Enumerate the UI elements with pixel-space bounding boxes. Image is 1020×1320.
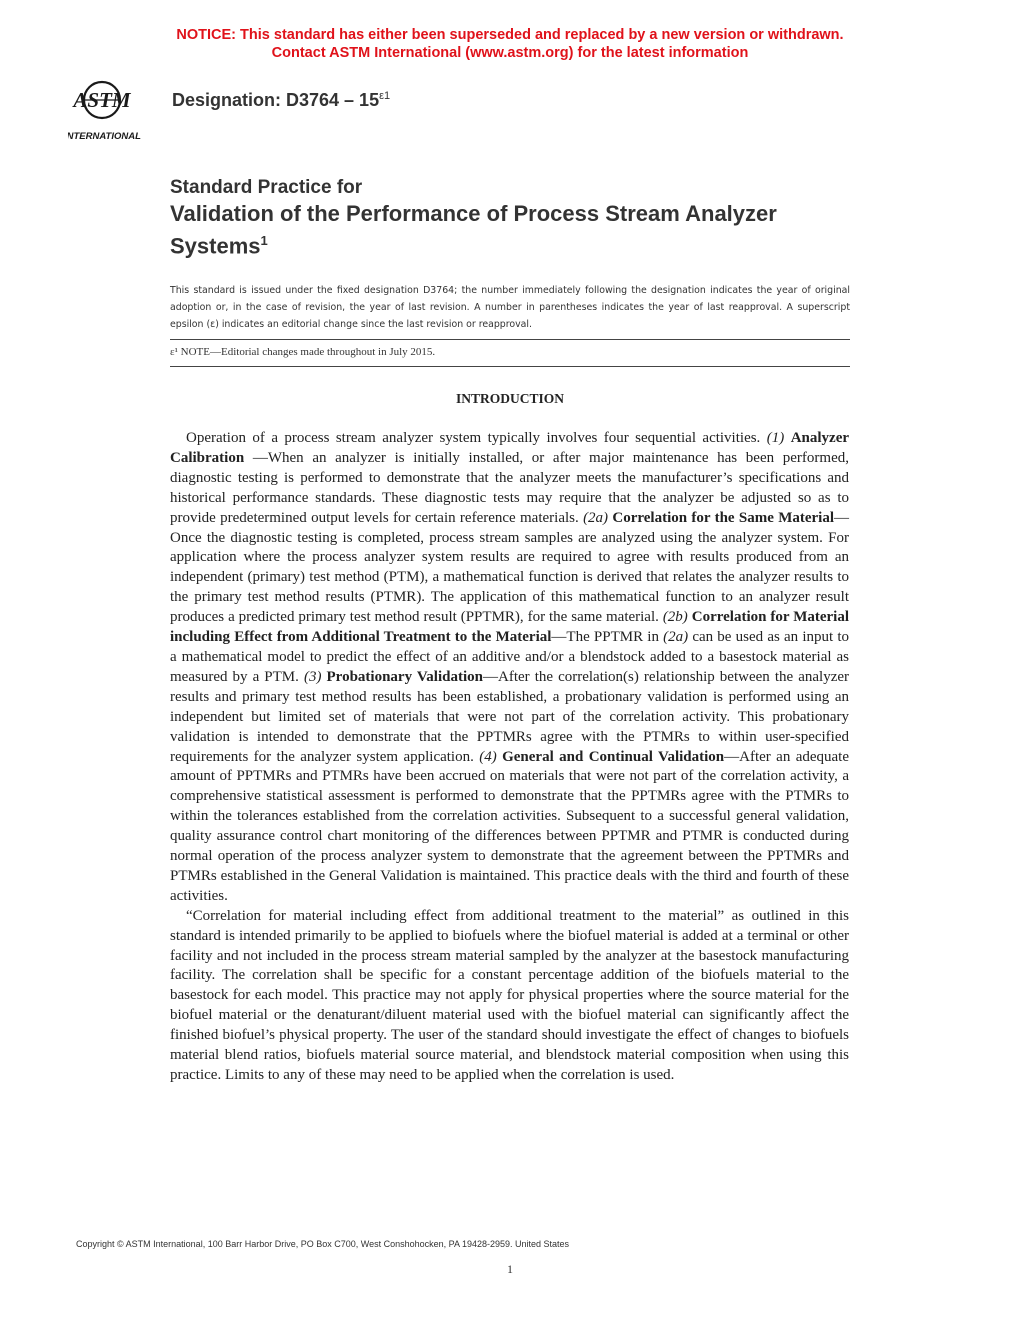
- step-marker: (2a): [663, 629, 689, 646]
- bold-term: Probationary Validation: [326, 668, 483, 685]
- notice-line-2: Contact ASTM International (www.astm.org) for the latest information: [271, 45, 749, 61]
- notice-line-1: NOTICE: This standard has either been superseded and replaced by a new version or withdrawn.: [176, 27, 844, 43]
- introduction-paragraph-1: [170, 429, 849, 907]
- issuance-statement: This standard is issued under the fixed designation D3764; the number immediately following the designation indicates the year of original adoption or, in the case of revision, the year of last revision. A number in parentheses indicates the year of last reapproval. A superscript epsilon (ε) indicates an editorial change since the last revision or reapproval.: [170, 285, 850, 330]
- designation-label: Designation: D3764 – 15: [172, 90, 380, 110]
- text-segment: —After the correlation(s) relationship between the analyzer results and primary test method results has been established, a probationary validation is performed using an independent but limited set of materials that were not part of the correlation activity. This probationary validation is intended to demonstrate that the PPTMRs agree with the PTMRs to within user-specified requirements for the analyzer system application.: [170, 668, 850, 765]
- bold-term: Analyzer Calibration: [170, 430, 850, 466]
- step-marker: (3): [303, 668, 322, 685]
- divider-top: [170, 339, 850, 340]
- step-marker: (2b): [662, 609, 688, 626]
- designation-epsilon: ε1: [379, 90, 391, 102]
- text-segment: —When an analyzer is initially installed, or after major maintenance has been performed, diagnostic testing is performed to demonstrate that the analyzer meets the manufacturer’s specifications and historical performance standards. These diagnostic tests may require that the analyzer be adjusted so as to provide predetermined output levels for certain reference materials.: [170, 449, 849, 526]
- text-segment: —Once the diagnostic testing is completed, process stream samples are analyzed using the analyzer system. For application where the process analyzer system results are required to agree with results produced from an independent (primary) test method (PTM), a mathematical function is derived that relates the analyzer results to the primary test method results (PTMR). The application of this mathematical function to an analyzer result produces a predicted primary test method result (PPTMR), for the same material.: [170, 509, 850, 626]
- logo-sub: INTERNATIONAL: [68, 131, 141, 142]
- introduction-body: [170, 429, 849, 1086]
- page-number: 1: [507, 1262, 513, 1276]
- logo-mark: ASTM: [73, 88, 131, 112]
- text-segment: —After an adequate amount of PPTMRs and PTMRs have been accrued on materials that were not part of the correlation activity, a comprehensive statistical assessment is performed to demonstrate that the PPTMRs agree with the PTMRs to within the tolerances established from the correlation activities. Subsequent to a successful general validation, quality assurance control chart monitoring of the differences between PPTMR and PTMR is conducted during normal operation of the process analyzer system to demonstrate that the agreement between the PPTMRs and PTMRs established in the General Validation is maintained. This practice deals with the third and fourth of these activities.: [170, 748, 849, 904]
- step-marker: (2a): [583, 509, 609, 526]
- editorial-note: [170, 346, 435, 358]
- title-main-text: Validation of the Performance of Process Stream Analyzer Systems: [170, 201, 777, 259]
- astm-logo: [68, 76, 164, 146]
- divider-bottom: [170, 366, 850, 367]
- text-segment: —The PPTMR in: [551, 629, 664, 646]
- bold-term: General and Continual Validation: [502, 748, 725, 765]
- bold-term: Correlation for Material including Effect from Additional Treatment to the Material: [170, 609, 849, 646]
- introduction-heading: INTRODUCTION: [455, 391, 564, 406]
- step-marker: (4): [479, 748, 497, 765]
- text-segment: can be used as an input to a mathematical model to predict the effect of an additive and/or a blendstock added to a basestock material as measured by a PTM.: [170, 629, 849, 685]
- title-main: [170, 200, 850, 259]
- step-marker: (1): [766, 430, 785, 446]
- bold-term: Correlation for the Same Material: [612, 509, 835, 526]
- copyright-footer: Copyright © ASTM International, 100 Barr Harbor Drive, PO Box C700, West Conshohocken, PA 19428-2959. United States: [76, 1239, 570, 1249]
- withdrawal-notice: [0, 26, 1020, 62]
- note-text: NOTE—Editorial changes made throughout in July 2015.: [180, 346, 436, 358]
- document-title: [170, 176, 850, 259]
- designation: [172, 90, 390, 111]
- note-marker: ε¹: [170, 346, 178, 358]
- introduction-paragraph-2: “Correlation for material including effect from additional treatment to the material” as outlined in this standard is intended primarily to be applied to biofuels where the biofuel material is added at a terminal or other facility and not included in the process stream material sampled by the analyzer at the basestock manufacturing facility. The correlation shall be specific for a constant percentage addition of the biofuels material to the basestock for each model. This practice may not apply for physical properties where the source material for the biofuel material or the denaturant/diluent material used with the biofuel material can significantly affect the finished biofuel’s physical property. The user of the standard should investigate the effect of changes to biofuels material blend ratios, biofuels material source material, and blendstock material composition when using this practice. Limits to any of these may need to be applied when the correlation is used.: [170, 907, 849, 1083]
- text-segment: Operation of a process stream analyzer system typically involves four sequential activities.: [186, 430, 767, 446]
- title-footnote-marker: 1: [260, 233, 268, 248]
- astm-logo-icon: [68, 82, 141, 142]
- title-prefix: Standard Practice for: [170, 177, 363, 198]
